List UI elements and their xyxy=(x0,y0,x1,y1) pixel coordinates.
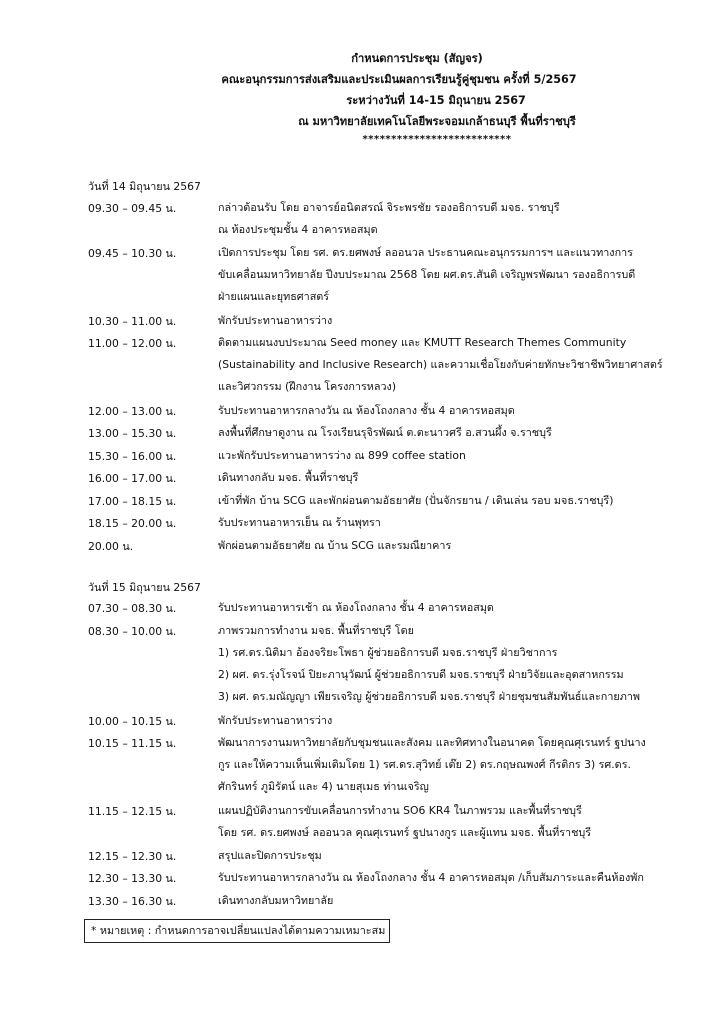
schedule-description-line: รับประทานอาหารเช้า ณ ห้องโถงกลาง ชั้น 4 อาคารหอสมุด xyxy=(218,601,494,614)
document-header xyxy=(0,48,724,150)
note-box: * หมายเหตุ : กำหนดการอาจเปลี่ยนแปลงได้ตามความเหมาะสม xyxy=(84,919,390,943)
day2-label: วันที่ 15 มิถุนายน 2567 xyxy=(88,581,201,594)
schedule-description xyxy=(218,448,668,470)
schedule-description-line: กล่าวต้อนรับ โดย อาจารย์อนิตสรณ์ จิระพรชัย รองอธิการบดี มจธ. ราชบุรี xyxy=(218,201,560,214)
schedule-time: 10.30 – 11.00 น. xyxy=(88,314,177,328)
schedule-description-line: รับประทานอาหารกลางวัน ณ ห้องโถงกลาง ชั้น 4 อาคารหอสมุด xyxy=(218,403,515,417)
schedule-description xyxy=(218,470,668,492)
schedule-description xyxy=(218,848,668,870)
schedule-description xyxy=(218,600,668,622)
schedule-description xyxy=(218,200,668,244)
schedule-description-line: ติดตามแผนงบประมาณ Seed money และ KMUTT Research Themes Community xyxy=(218,336,627,349)
schedule-time: 16.00 – 17.00 น. xyxy=(88,472,177,485)
schedule-description-line: 1) รศ.ดร.นิติมา อ้องจริยะโพธา ผู้ช่วยอธิการบดี มจธ.ราชบุรี ฝ่ายวิชาการ xyxy=(218,645,558,659)
schedule-description-line: กูร และให้ความเห็นเพิ่มเติมโดย 1) รศ.ดร.สุวิทย์ เต๊ย 2) ดร.กฤษณพงศ์ กีรติกร 3) รศ.ดร. xyxy=(218,758,631,771)
schedule-description-line: พัฒนาการงานมหาวิทยาลัยกับชุมชนและสังคม และทิศทางในอนาคต โดยคุณศุเรนทร์ ฐปนาง xyxy=(218,736,646,749)
schedule-description xyxy=(218,403,668,425)
schedule-time: 07.30 – 08.30 น. xyxy=(88,602,177,615)
schedule-description-line: พักรับประทานอาหารว่าง xyxy=(218,713,333,727)
schedule-description xyxy=(218,425,668,447)
schedule-description xyxy=(218,493,668,515)
schedule-description-line: โดย รศ. ดร.ยศพงษ์ ลออนวล คุณศุเรนทร์ ฐปนางกูร และผู้แทน มจธ. พื้นที่ราชบุรี xyxy=(218,825,592,839)
schedule-description-line: (Sustainability and Inclusive Research) และความเชื่อโยงกับค่ายทักษะวิชาชีพวิทยาศาสตร์ xyxy=(218,358,663,371)
schedule-description xyxy=(218,538,668,560)
schedule-time: 13.30 – 16.30 น. xyxy=(88,894,177,908)
schedule-time: 13.00 – 15.30 น. xyxy=(88,427,177,440)
schedule-description xyxy=(218,803,668,847)
schedule-description-line: ลงพื้นที่ศึกษาดูงาน ณ โรงเรียนรุจิรพัฒน์ ต.ตะนาวศรี อ.สวนผึ้ง จ.ราชบุรี xyxy=(218,426,552,439)
schedule-description-line: 3) ผศ. ดร.มณัญญา เพียรเจริญ ผู้ช่วยอธิการบดี มจธ.ราชบุรี ฝ่ายชุมชนสัมพันธ์และกายภาพ xyxy=(218,689,641,703)
schedule-description-line: ณ ห้องประชุมชั้น 4 อาคารหอสมุด xyxy=(218,223,378,236)
day1-label: วันที่ 14 มิถุนายน 2567 xyxy=(88,180,201,193)
header-divider: ************************** xyxy=(362,134,512,145)
schedule-description-line: เข้าที่พัก บ้าน SCG และพักผ่อนตามอัธยาศัย (ปั่นจักรยาน / เดินเล่น รอบ มจธ.ราชบุรี) xyxy=(218,493,614,507)
schedule-description-line: รับประทานอาหารกลางวัน ณ ห้องโถงกลาง ชั้น 4 อาคารหอสมุด /เก็บสัมภาระและคืนห้องพัก xyxy=(218,871,644,884)
schedule-time: 15.30 – 16.00 น. xyxy=(88,449,177,463)
schedule-time: 11.15 – 12.15 น. xyxy=(88,804,177,818)
schedule-description-line: เปิดการประชุม โดย รศ. ดร.ยศพงษ์ ลออนวล ประธานคณะอนุกรรมการฯ และแนวทางการ xyxy=(218,246,633,259)
schedule-description xyxy=(218,515,668,537)
schedule-time: 12.30 – 13.30 น. xyxy=(88,872,177,885)
schedule-time: 10.00 – 10.15 น. xyxy=(88,714,177,728)
schedule-description-line: พักผ่อนตามอัธยาศัย ณ บ้าน SCG และรมณียาคาร xyxy=(218,538,452,552)
schedule-time: 12.15 – 12.30 น. xyxy=(88,849,177,863)
schedule-description-line: เดินทางกลับ มจธ. พื้นที่ราชบุรี xyxy=(218,471,359,484)
header-committee: คณะอนุกรรมการส่งเสริมและประเมินผลการเรียนรู้คู่ชุมชน ครั้งที่ 5/2567 xyxy=(221,73,577,86)
schedule-description xyxy=(218,245,668,311)
schedule-description xyxy=(218,623,668,711)
schedule-time: 08.30 – 10.00 น. xyxy=(88,624,177,638)
schedule-time: 09.45 – 10.30 น. xyxy=(88,247,177,260)
schedule-description-line: ภาพรวมการทำงาน มจธ. พื้นที่ราชบุรี โดย xyxy=(218,623,414,637)
header-dates: ระหว่างวันที่ 14-15 มิถุนายน 2567 xyxy=(346,94,526,107)
schedule-description-line: เดินทางกลับมหาวิทยาลัย xyxy=(218,893,334,907)
schedule-description xyxy=(218,313,668,335)
schedule-description xyxy=(218,735,668,801)
schedule-description-line: สรุปและปิดการประชุม xyxy=(218,848,322,862)
header-venue: ณ มหาวิทยาลัยเทคโนโลยีพระจอมเกล้าธนบุรี พื้นที่ราชบุรี xyxy=(298,115,576,128)
header-title: กำหนดการประชุม (สัญจร) xyxy=(351,52,483,65)
schedule-description xyxy=(218,335,668,401)
schedule-description xyxy=(218,870,668,892)
schedule-description xyxy=(218,713,668,735)
schedule-description-line: และวิศวกรรม (ฝึกงาน โครงการหลวง) xyxy=(218,380,397,393)
schedule-time: 11.00 – 12.00 น. xyxy=(88,337,177,350)
schedule-time: 10.15 – 11.15 น. xyxy=(88,737,177,750)
schedule-time: 09.30 – 09.45 น. xyxy=(88,202,177,215)
schedule-description-line: ขับเคลื่อนมหาวิทยาลัย ปีงบประมาณ 2568 โดย ผศ.ดร.สันติ เจริญพรพัฒนา รองอธิการบดี xyxy=(218,268,636,281)
schedule-description-line: รับประทานอาหารเย็น ณ ร้านพุทรา xyxy=(218,516,381,529)
schedule-description-line: แวะพักรับประทานอาหารว่าง ณ 899 coffee station xyxy=(218,448,466,462)
schedule-description-line: 2) ผศ. ดร.รุ่งโรจน์ ปิยะภานุวัฒน์ ผู้ช่วยอธิการบดี มจธ.ราชบุรี ฝ่ายวิจัยและอุตสาหกรรม xyxy=(218,667,624,681)
schedule-description-line: ฝ่ายแผนและยุทธศาสตร์ xyxy=(218,290,330,303)
schedule-description-line: ศักรินทร์ ภูมิรัตน์ และ 4) นายสุเมธ ท่านเจริญ xyxy=(218,780,429,793)
schedule-time: 17.00 – 18.15 น. xyxy=(88,494,177,508)
schedule-description-line: แผนปฏิบัติงานการขับเคลื่อนการทำงาน SO6 KR4 ในภาพรวม และพื้นที่ราชบุรี xyxy=(218,803,582,817)
schedule-description xyxy=(218,893,668,915)
schedule-time: 18.15 – 20.00 น. xyxy=(88,517,177,530)
schedule-time: 20.00 น. xyxy=(88,539,134,553)
schedule-time: 12.00 – 13.00 น. xyxy=(88,404,177,418)
schedule-description-line: พักรับประทานอาหารว่าง xyxy=(218,313,333,327)
